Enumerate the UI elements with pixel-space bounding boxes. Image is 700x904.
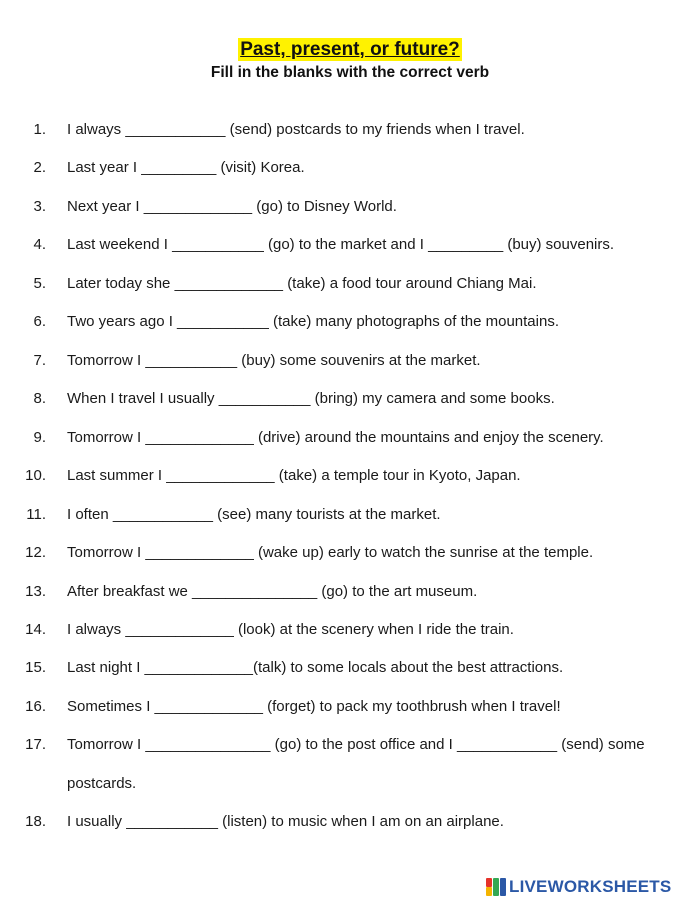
question-text: I usually ___________ (listen) to music when I am on an airplane. — [67, 813, 504, 830]
question-continuation-text: postcards. — [67, 775, 137, 792]
question-text: Last summer I _____________ (take) a temple tour in Kyoto, Japan. — [67, 467, 521, 484]
worksheet-title: Past, present, or future? — [240, 39, 460, 60]
question-number: 13. — [25, 583, 46, 600]
question-number: 1. — [33, 121, 46, 138]
question-number: 11. — [26, 506, 46, 523]
question-text: Tomorrow I _____________ (wake up) early to watch the sunrise at the temple. — [67, 544, 594, 561]
question-text: I always _____________ (look) at the scenery when I ride the train. — [67, 621, 514, 638]
question-number: 18. — [25, 813, 46, 830]
question-number: 5. — [33, 275, 46, 292]
question-number: 16. — [25, 698, 46, 715]
question-number: 8. — [33, 390, 46, 407]
question-number: 2. — [33, 159, 46, 176]
liveworksheets-logo — [486, 874, 671, 900]
question-number: 14. — [25, 621, 46, 638]
question-number: 3. — [33, 198, 46, 215]
question-text: After breakfast we _______________ (go) to the art museum. — [67, 583, 478, 600]
logo-bar-yellow — [486, 887, 492, 896]
question-text: Last night I _____________(talk) to some locals about the best attractions. — [67, 659, 564, 676]
question-number: 9. — [33, 429, 46, 446]
liveworksheets-logo-text: LIVEWORKSHEETS — [509, 877, 672, 896]
logo-bar-blue — [500, 878, 506, 896]
question-text: Two years ago I ___________ (take) many photographs of the mountains. — [67, 313, 559, 330]
question-number: 4. — [33, 236, 46, 253]
question-number: 12. — [25, 544, 46, 561]
question-text: Last year I _________ (visit) Korea. — [67, 159, 305, 176]
logo-bar-red — [486, 878, 492, 887]
question-text: I often ____________ (see) many tourists at the market. — [67, 506, 441, 523]
question-number: 6. — [33, 313, 46, 330]
worksheet-subtitle: Fill in the blanks with the correct verb — [210, 64, 490, 81]
question-number: 17. — [25, 736, 46, 753]
title-wrapper — [0, 38, 700, 61]
question-text: Tomorrow I ___________ (buy) some souvenirs at the market. — [67, 352, 481, 369]
question-text: I always ____________ (send) postcards to my friends when I travel. — [67, 121, 525, 138]
question-text: Sometimes I _____________ (forget) to pack my toothbrush when I travel! — [67, 698, 561, 715]
question-number: 10. — [25, 467, 46, 484]
question-text: When I travel I usually ___________ (bring) my camera and some books. — [67, 390, 555, 407]
question-number: 7. — [33, 352, 46, 369]
question-text: Later today she _____________ (take) a food tour around Chiang Mai. — [67, 275, 537, 292]
question-number: 15. — [25, 659, 46, 676]
question-text: Tomorrow I _____________ (drive) around the mountains and enjoy the scenery. — [67, 429, 604, 446]
question-text: Last weekend I ___________ (go) to the market and I _________ (buy) souvenirs. — [67, 236, 615, 253]
logo-bar-green — [493, 878, 499, 896]
liveworksheets-logo-icon — [486, 878, 506, 896]
question-text: Next year I _____________ (go) to Disney World. — [67, 198, 397, 215]
question-text: Tomorrow I _______________ (go) to the post office and I ____________ (send) some — [67, 736, 645, 753]
